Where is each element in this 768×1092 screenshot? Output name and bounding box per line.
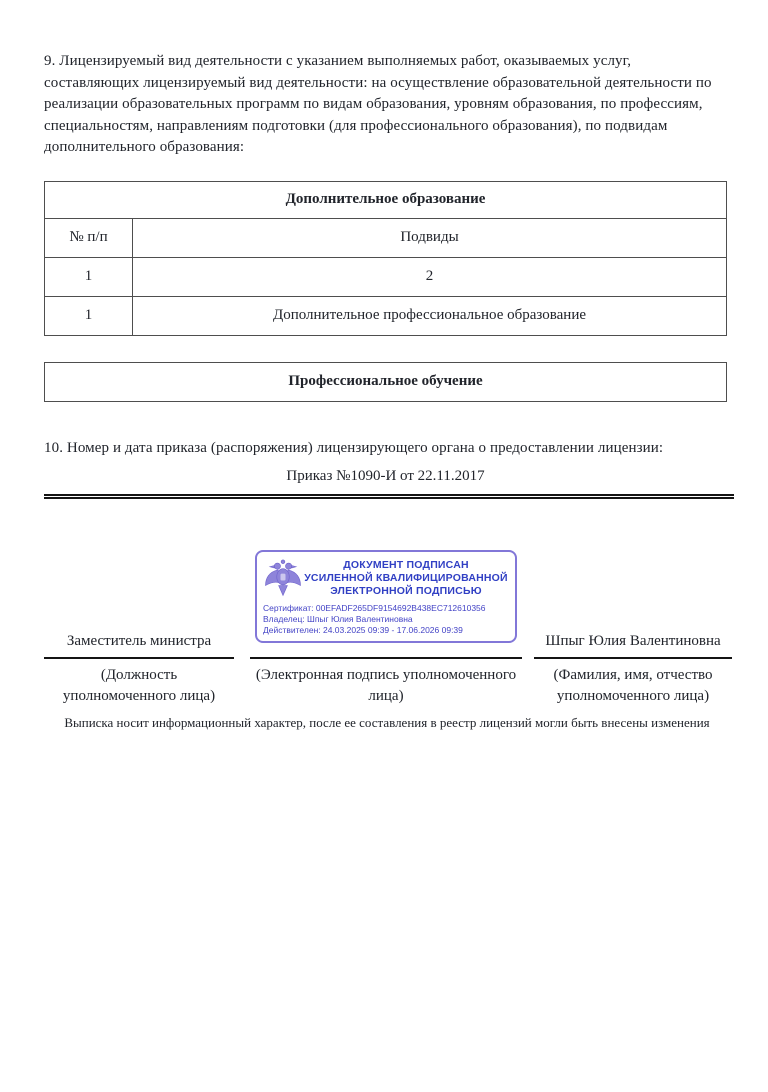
col-header-number: № п/п [45, 218, 133, 257]
additional-education-table [44, 181, 727, 336]
table-title-row [45, 181, 727, 218]
stamp-certificate: Сертификат: 00EFADF265DF9154692B438EC712610356 [263, 603, 486, 613]
cell-number: 1 [45, 296, 133, 335]
table-header-row [45, 218, 727, 257]
stamp-header [263, 556, 509, 600]
position-caption: (Должность уполномоченного лица) [62, 667, 216, 704]
electronic-signature-stamp [255, 550, 517, 643]
stamp-details [263, 603, 509, 636]
paragraph-10-order-info: 10. Номер и дата приказа (распоряжения) лицензирующего органа о предоставлении лицензии: [44, 439, 664, 456]
section-divider-rule [44, 494, 734, 499]
professional-training-title: Профессиональное обучение [288, 373, 483, 389]
name-caption: (Фамилия, имя, отчество уполномоченного лица) [553, 667, 713, 704]
informational-note: Выписка носит информационный характер, после ее составления в реестр лицензий могли быть внесены изменения [64, 715, 710, 730]
position-value: Заместитель министра [66, 633, 212, 649]
paragraph-9-licensed-activity: 9. Лицензируемый вид деятельности с указанием выполняемых работ, оказываемых услуг, составляющих лицензируемый вид деятельности: на осуществление образовательной деятельности по реализации образовательных программ по видам образования, уровням образования, по профессиям, специальностям, направлениям подготовки (для профессионального образования), по подвидам дополнительного образования: [44, 53, 712, 155]
signature-esign-column [250, 550, 522, 707]
cell-subtype: Дополнительное профессиональное образование [133, 296, 727, 335]
stamp-title-line: УСИЛЕННОЙ КВАЛИФИЦИРОВАННОЙ [304, 571, 508, 584]
double-headed-eagle-icon [263, 556, 303, 600]
stamp-owner: Владелец: Шпыг Юлия Валентиновна [263, 614, 413, 624]
signature-position-column [44, 633, 234, 707]
cell-subtype: 2 [133, 257, 727, 296]
col-header-subtypes: Подвиды [133, 218, 727, 257]
cell-number: 1 [45, 257, 133, 296]
table-row [45, 296, 727, 335]
stamp-title-line: ДОКУМЕНТ ПОДПИСАН [343, 558, 469, 571]
stamp-validity: Действителен: 24.03.2025 09:39 - 17.06.2026 09:39 [263, 625, 463, 635]
stamp-title-line: ЭЛЕКТРОННОЙ ПОДПИСЬЮ [330, 584, 482, 597]
table-title: Дополнительное образование [45, 181, 727, 218]
order-number-date: Приказ №1090-И от 22.11.2017 [286, 468, 485, 484]
signature-name-column [534, 633, 732, 707]
name-value: Шпыг Юлия Валентиновна [545, 633, 721, 649]
signature-block [44, 550, 732, 707]
table-row [45, 257, 727, 296]
stamp-title [303, 559, 509, 598]
professional-training-box [44, 362, 727, 402]
esign-caption: (Электронная подпись уполномоченного лица) [255, 667, 517, 704]
